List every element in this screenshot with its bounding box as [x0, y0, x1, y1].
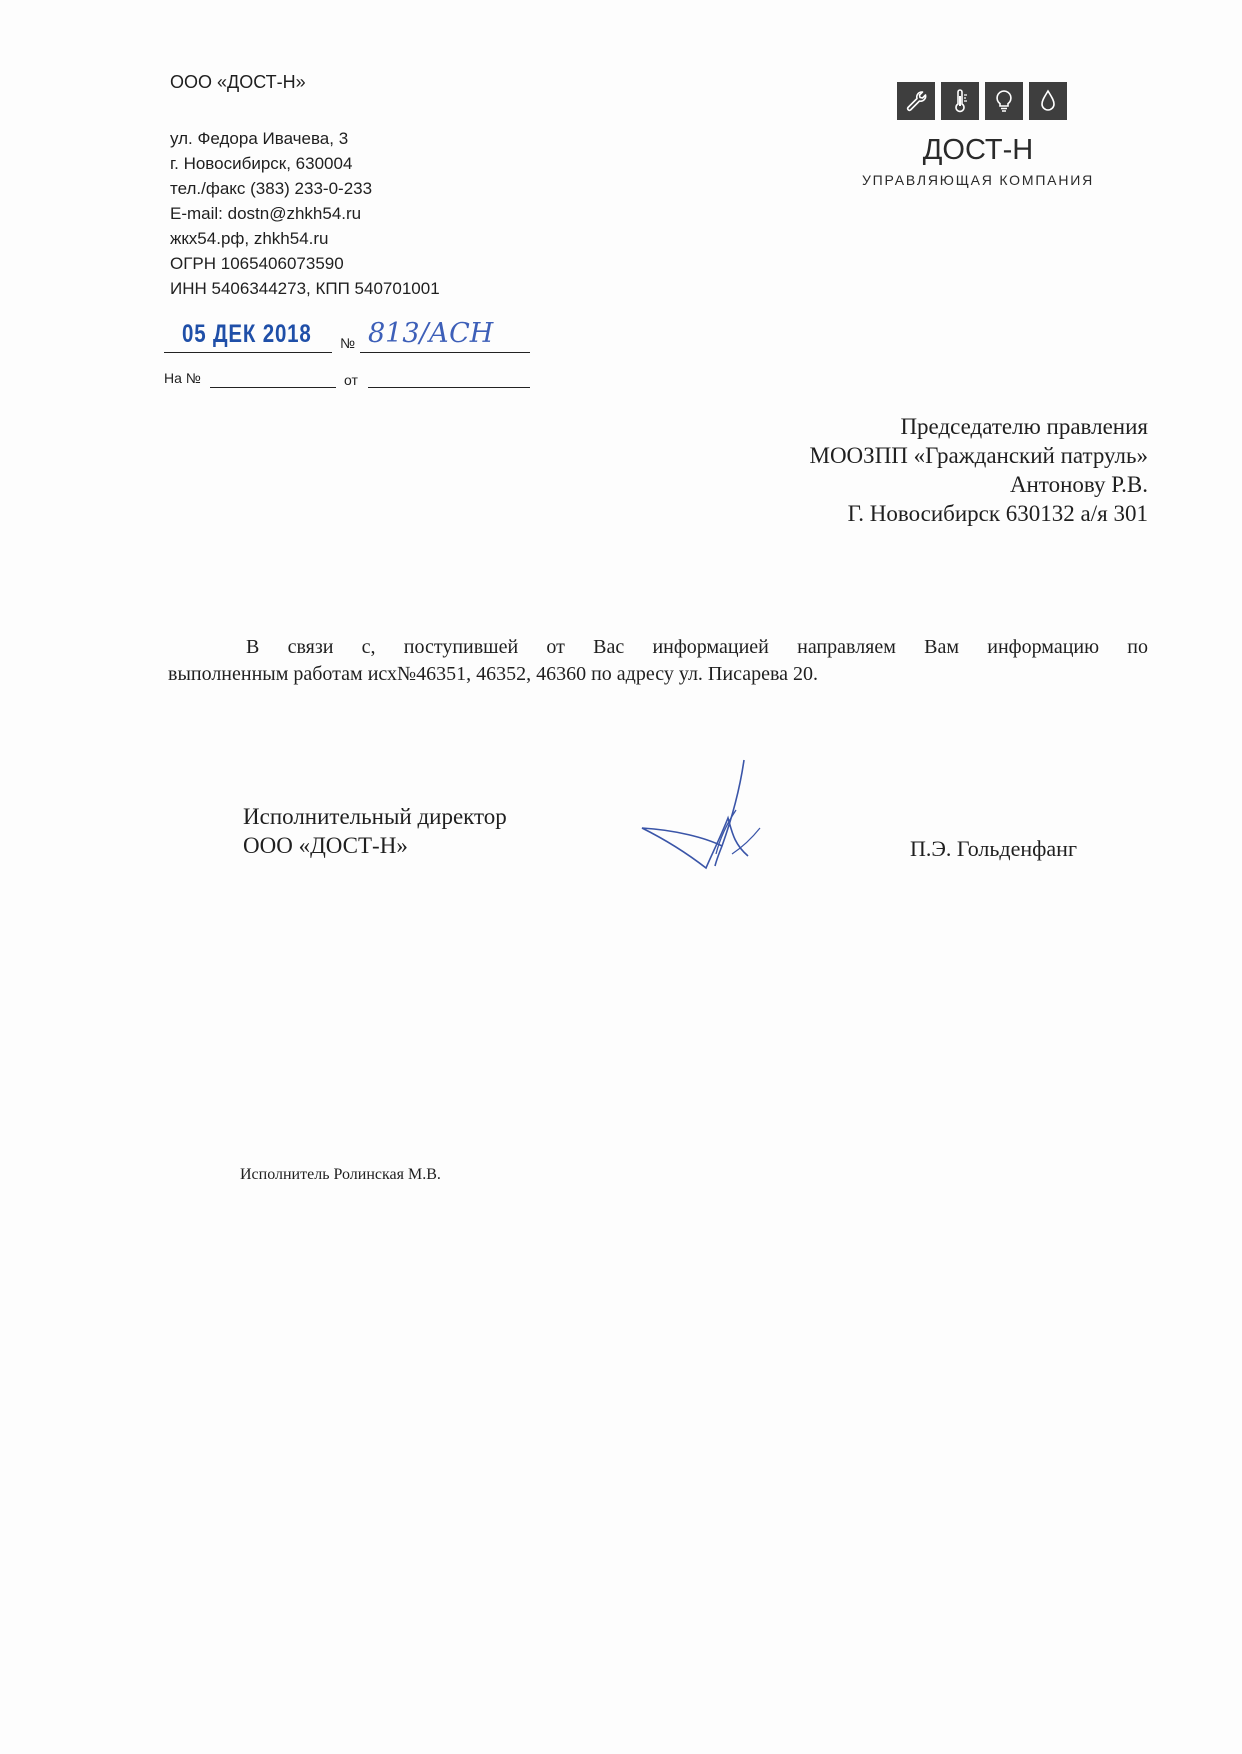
recipient-block	[810, 412, 1149, 528]
company-logo	[842, 82, 1122, 192]
signatory-position	[243, 802, 507, 860]
lightbulb-icon	[985, 82, 1023, 120]
date-stamp: 05 ДЕК 2018	[182, 320, 312, 348]
signatory-title: Исполнительный директор	[243, 804, 507, 829]
sender-address-city: г. Новосибирск, 630004	[170, 154, 353, 173]
from-label: от	[344, 372, 358, 388]
outgoing-reference	[164, 318, 530, 358]
sender-ogrn: ОГРН 1065406073590	[170, 254, 344, 273]
logo-title: ДОСТ-Н	[922, 134, 1034, 166]
water-drop-icon	[1029, 82, 1067, 120]
sender-email: E-mail: dostn@zhkh54.ru	[170, 204, 362, 223]
recipient-position: Председателю правления	[900, 414, 1148, 439]
sender-contact-info	[170, 126, 440, 301]
sender-company-name: ООО «ДОСТ-Н»	[170, 72, 306, 92]
sender-phone: тел./факс (383) 233-0-233	[170, 179, 373, 198]
incoming-reference	[164, 368, 530, 390]
body-line-1: В связи с, поступившей от Вас информацией направляем Вам информацию по	[246, 636, 1148, 658]
from-date-blank	[368, 387, 530, 388]
executor-note: Исполнитель Ролинская М.В.	[240, 1166, 441, 1183]
body-line-2: выполненным работам исх№46351, 46352, 46360 по адресу ул. Писарева 20.	[168, 663, 819, 685]
wrench-icon	[897, 82, 935, 120]
recipient-organization: МООЗПП «Гражданский патруль»	[809, 443, 1148, 468]
letter-body	[168, 634, 1148, 688]
on-number-blank	[210, 387, 336, 388]
thermometer-icon	[941, 82, 979, 120]
logo-icon-row	[897, 82, 1067, 120]
logo-subtitle: УПРАВЛЯЮЩАЯ КОМПАНИЯ	[861, 172, 1094, 188]
number-label: №	[340, 335, 356, 351]
recipient-name: Антонову Р.В.	[1009, 472, 1148, 497]
sender-address-street: ул. Федора Ивачева, 3	[170, 129, 349, 148]
signatory-name: П.Э. Гольденфанг	[910, 836, 1077, 861]
signatory-company: ООО «ДОСТ-Н»	[243, 833, 408, 858]
sender-inn-kpp: ИНН 5406344273, КПП 540701001	[170, 279, 440, 298]
on-number-label: На №	[164, 370, 201, 386]
recipient-address: Г. Новосибирск 630132 а/я 301	[847, 501, 1148, 526]
handwritten-outgoing-number: 813/АСН	[368, 318, 494, 349]
sender-websites: жкх54.рф, zhkh54.ru	[170, 229, 329, 248]
handwritten-signature	[636, 758, 766, 870]
number-underline	[360, 352, 530, 353]
date-underline	[164, 352, 332, 353]
